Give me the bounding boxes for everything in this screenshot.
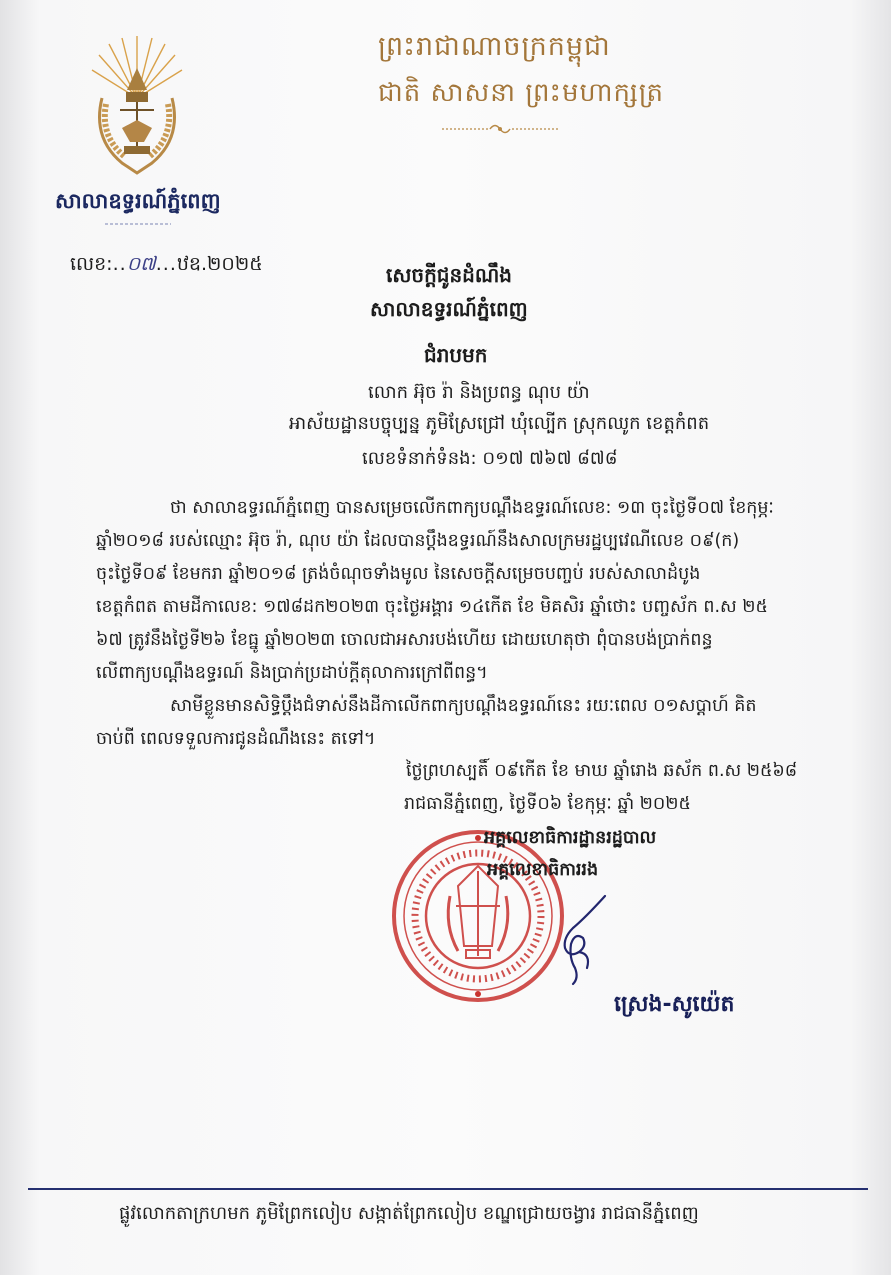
divider-ornament-icon: [103, 220, 173, 228]
paragraph-line: ចាប់ពី ពេលទទួលការជូនដំណឹងនេះ តទៅ។: [96, 729, 376, 749]
footer-address: ផ្លូវលោកតាក្រហមក ភូមិព្រែកលៀប សង្កាត់ព្រែកលៀប ខណ្ឌជ្រោយចង្វារ រាជធានីភ្នំពេញ: [119, 1203, 699, 1224]
recipient-name: លោក អ៊ុច រ៉ា និងប្រពន្ធ ណុប យ៉ា: [368, 382, 590, 403]
royal-coat-of-arms-icon: [82, 28, 192, 178]
signatory-office: អគ្គលេខាធិការដ្ឋានរដ្ឋបាល: [484, 828, 657, 848]
kingdom-title: ព្រះរាជាណាចក្រកម្ពុជា: [378, 31, 611, 62]
footer-divider: [28, 1188, 868, 1190]
salutation: ជំរាបមក: [424, 343, 488, 367]
paragraph-line: លើពាក្យបណ្ដឹងឧទ្ធរណ៍ និងប្រាក់ប្រដាប់ក្ដីតុលាការក្រៅពីពន្ធ។: [96, 663, 488, 683]
national-motto: ជាតិ សាសនា ព្រះមហាក្សត្រ: [378, 78, 664, 108]
lunar-date: ថ្ងៃព្រហស្បតិ៍ ០៩កើត ខែ មាឃ ឆ្នាំរោង ឆស័ក ព.ស ២៥៦៨: [406, 761, 798, 781]
paragraph-line: ឆ្នាំ២០១៨ របស់ឈ្មោះ អ៊ុច រ៉ា, ណុប យ៉ា ដែលបានប្ដឹងឧទ្ធរណ៍នឹងសាលក្រមរដ្ឋប្បវេណីលេខ ០៩(ក): [96, 531, 740, 551]
body-paragraph-2: [96, 690, 798, 756]
body-paragraph-1: [96, 492, 798, 690]
issuer-name: សាលាឧទ្ធរណ៍ភ្នំពេញ: [370, 297, 528, 321]
header-ornament-icon: [440, 122, 560, 136]
signatory-name: ស្រេង-សូយ៉េត: [614, 992, 735, 1017]
reference-handwritten-number: ០៧: [126, 253, 156, 275]
paragraph-line: ខេត្តកំពត តាមដីកាលេខ: ១៧៨ដក២០២៣ ចុះថ្ងៃអង្គារ ១៤កើត ខែ មិគសិរ ឆ្នាំថោះ បញ្ចស័ក ព.ស ២៥: [96, 597, 768, 617]
reference-prefix: លេខ:: [70, 253, 113, 275]
court-name: សាលាឧទ្ធរណ៍ភ្នំពេញ: [55, 189, 221, 213]
signatory-position: អគ្គលេខាធិការរង: [487, 860, 599, 880]
paragraph-line: ថា សាលាឧទ្ធរណ៍ភ្នំពេញ បានសម្រេចលើកពាក្យបណ្ដឹងឧទ្ធរណ៍លេខ: ១៣ ចុះថ្ងៃទី០៧ ខែកុម្ភៈ: [170, 498, 774, 518]
solar-date: រាជធានីភ្នំពេញ, ថ្ងៃទី០៦ ខែកុម្ភៈ ឆ្នាំ ២០២៥: [404, 794, 691, 814]
signature-icon: [545, 888, 615, 988]
reference-number: លេខ:..០៧...ឋឧ.២០២៥: [70, 253, 263, 275]
paragraph-line: ៦៧ ត្រូវនឹងថ្ងៃទី២៦ ខែធ្នូ ឆ្នាំ២០២៣ ចោលជាអសារបង់ហើយ ដោយហេតុថា ពុំបានបង់ប្រាក់ពន្ធ: [96, 630, 713, 650]
document-title: សេចក្តីជូនដំណឹង: [386, 263, 512, 287]
paragraph-line: ចុះថ្ងៃទី០៩ ខែមករា ឆ្នាំ២០១៨ ត្រង់ចំណុចទាំងមូល នៃសេចក្ដីសម្រេចបញ្ចប់ របស់សាលាដំបូង: [96, 564, 701, 584]
reference-suffix: ឋឧ.២០២៥: [176, 253, 263, 275]
recipient-phone: លេខទំនាក់ទំនង: ០១៧ ៧៦៧ ៨៧៨: [362, 448, 618, 469]
official-seal-icon: [388, 826, 568, 1006]
recipient-address: អាស័យដ្ឋានបច្ចុប្បន្ន ភូមិស្រែជ្រៅ ឃុំល្បើក ស្រុកឈូក ខេត្តកំពត: [289, 413, 710, 434]
paragraph-line: សាមីខ្លួនមានសិទ្ធិប្ដឹងជំទាស់នឹងដីកាលើកពាក្យបណ្ដឹងឧទ្ធរណ៍នេះ រយៈពេល ០១សប្ដាហ៍ គិត: [170, 696, 757, 716]
